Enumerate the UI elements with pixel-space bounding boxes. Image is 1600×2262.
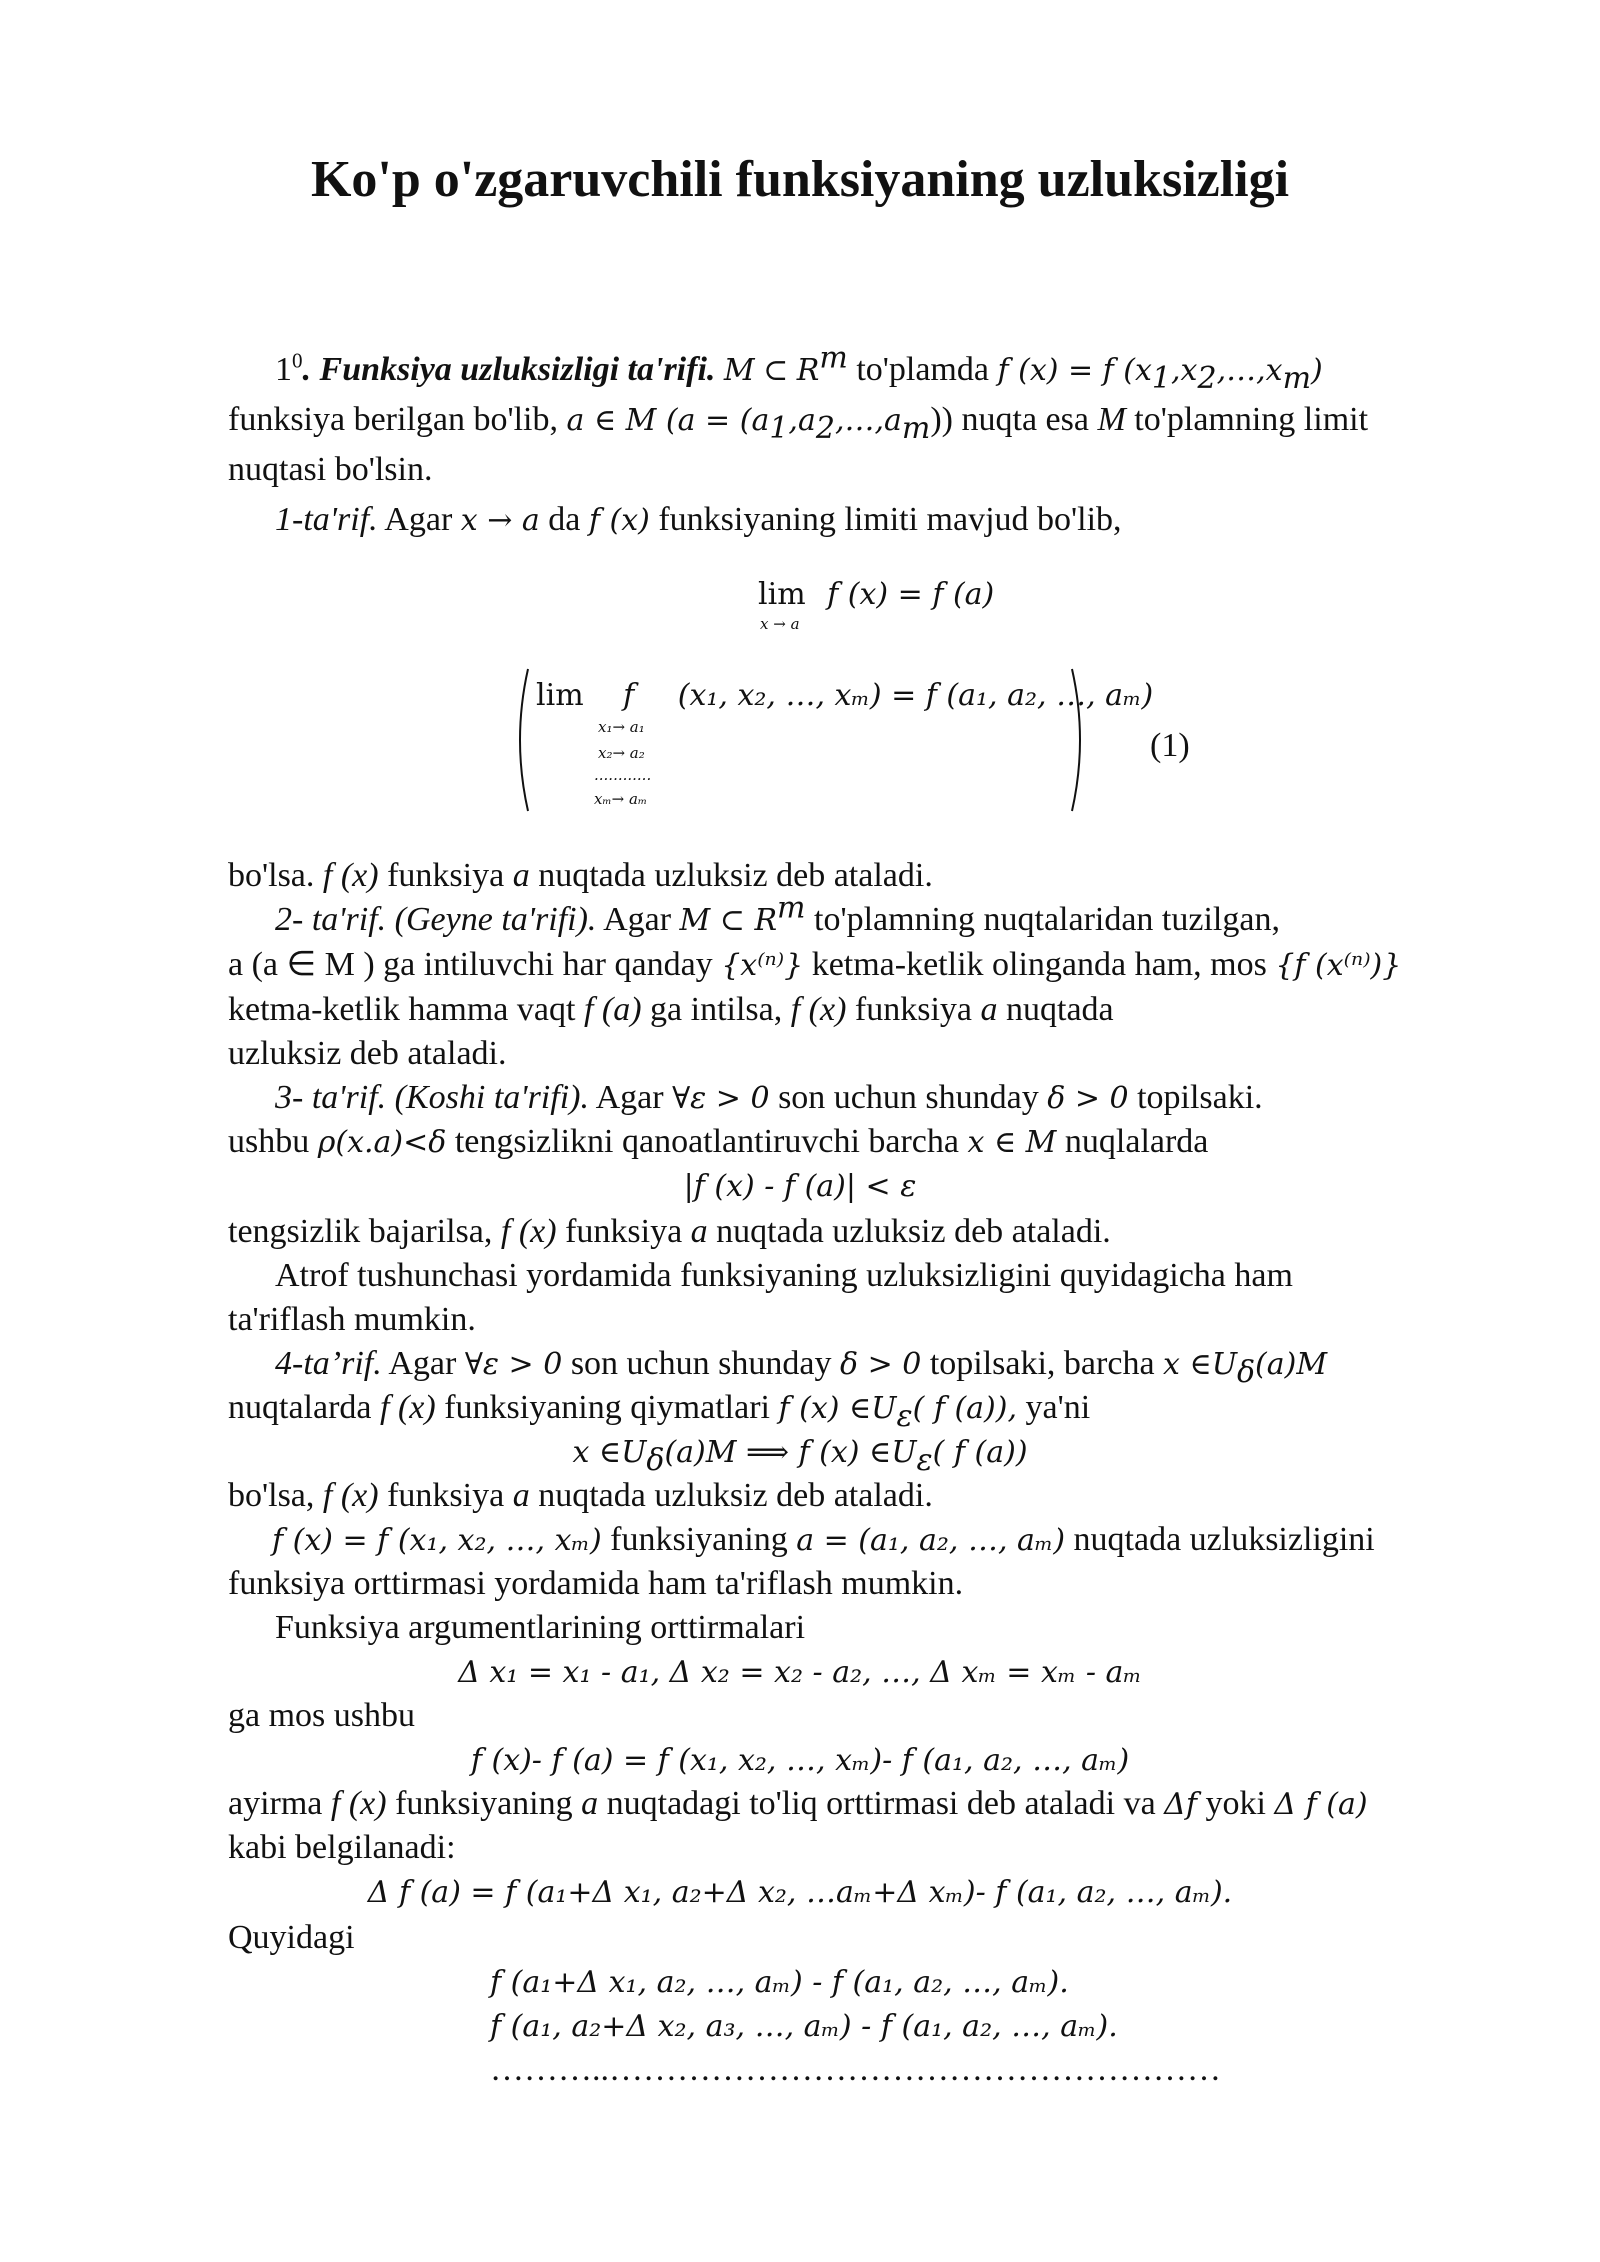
definition-4-line-2: nuqtalarda f (x) funksiyaning qiymatlari f (x) $\in U_\varepsilon$( f (a)), ya'ni [228,1389,1091,1434]
equation-number: (1) [1150,727,1190,764]
increment-line-8: kabi belgilanadi: [228,1829,456,1866]
definition-3-line-4: tengsizlik bajarilsa, f (x) funksiya a nuqtada uzluksiz deb ataladi. [228,1213,1111,1250]
increment-quyidagi: Quyidagi [228,1919,355,1956]
limit-subscript: x → a [760,615,800,633]
condition-dots: ............ [594,766,652,784]
full-increment-formula: Δ f (a) = f (a₁+Δ x₁, a₂+Δ x₂, …aₘ+Δ xₘ)- f (a₁, a₂, …, aₘ). [367,1875,1233,1910]
condition-m: xₘ→ aₘ [594,790,648,808]
definition-2-line-2: a (a ∈ M ) ga intiluvchi har qanday {x⁽ⁿ⁾} ketma-ketlik olinganda ham, mos {f (x⁽ⁿ⁾)} [228,946,1402,983]
condition-1: x₁→ a₁ [598,718,645,736]
cauchy-inequality: |f (x) - f (a)| < ε [683,1169,917,1204]
section-1-line-3: nuqtasi bo'lsin. [228,451,433,488]
definition-1-line: 1-ta'rif. Agar x → a da f (x) funksiyaning limiti mavjud bo'lib, [275,501,1122,538]
definition-4-label: 4-ta’rif. [275,1345,382,1382]
definition-4-line-1: 4-ta’rif. Agar ∀ε > 0 son uchun shunday δ > 0 topilsaki, barcha x $\in U_\delta(a)M$ [275,1345,1328,1390]
partial-increment-1: f (a₁+Δ x₁, a₂, …, aₘ) - f (a₁, a₂, …, aₘ). [490,1965,1069,2000]
definition-1-label: 1-ta'rif. [275,501,378,538]
section-number: 1 [275,351,292,388]
definition-4-line-4: bo'lsa, f (x) funksiya a nuqtada uzluksiz deb ataladi. [228,1477,933,1514]
partial-increment-2: f (a₁, a₂+Δ x₂, a₃, …, aₘ) - f (a₁, a₂, …, aₘ). [490,2009,1118,2044]
definition-2-line-3: ketma-ketlik hamma vaqt f (a) ga intilsa, f (x) funksiya a nuqtada [228,991,1114,1028]
condition-2: x₂→ a₂ [598,744,645,762]
section-1-line-1: $1^0$. Funksiya uzluksizligi ta'rifi. M ⊂ $R^m$ to'plamda f (x) = f $(x_1,x_2,\dots,x_m)$ [275,340,1323,396]
page-title: Ko'p o'zgaruvchili funksiyaning uzluksizligi [310,151,1290,208]
increment-line-2: funksiya orttirmasi yordamida ham ta'riflash mumkin. [228,1565,964,1602]
increment-line-5: ga mos ushbu [228,1697,415,1734]
definition-3-line-2: ushbu ρ(x.a)<δ tengsizlikni qanoatlantiruvchi barcha x ∈ M nuqlalarda [228,1123,1209,1160]
definition-3-line-1: 3- ta'rif. (Koshi ta'rifi). Agar ∀ε > 0 son uchun shunday δ > 0 topilsaki. [275,1079,1263,1116]
after-definition-1: bo'lsa. f (x) funksiya a nuqtada uzluksiz deb ataladi. [228,857,933,894]
increment-line-7: ayirma f (x) funksiyaning a nuqtadagi to'liq orttirmasi deb ataladi va Δf yoki Δ f (a) [228,1785,1368,1822]
neighborhood-line-2: ta'riflash mumkin. [228,1301,476,1338]
neighborhood-line-1: Atrof tushunchasi yordamida funksiyaning uzluksizligini quyidagicha ham [275,1257,1293,1294]
bracket-formula: lim f (x₁, x₂, …, xₘ) = f (a₁, a₂, …, aₘ) [536,678,1154,713]
increment-line-1: f (x) = f (x₁, x₂, …, xₘ) funksiyaning a = (a₁, a₂, …, aₘ) nuqtada uzluksizligini [272,1521,1375,1558]
definition-2-line-4: uzluksiz deb ataladi. [228,1035,507,1072]
partial-increment-dots: ………..……………………………………………… [490,2051,1221,2088]
implication-formula: x $\in U_\delta(a)M$ ⟹ f (x) $\in U_\varepsilon$( f (a)) [572,1435,1028,1478]
definition-2-line-1: 2- ta'rif. (Geyne ta'rifi). Agar M ⊂ $R^m$ to'plamning nuqtalaridan tuzilgan, [275,890,1280,938]
definition-3-label: 3- ta'rif. [275,1079,387,1116]
argument-increments: Δ x₁ = x₁ - a₁, Δ x₂ = x₂ - a₂, …, Δ xₘ = xₘ - aₘ [458,1655,1142,1690]
increment-line-3: Funksiya argumentlarining orttirmalari [275,1609,806,1646]
definition-2-label: 2- ta'rif. [275,901,387,938]
limit-formula: lim f (x) = f (a) [758,577,995,612]
section-heading: . Funksiya uzluksizligi ta'rifi. [302,351,716,388]
difference-formula: f (x)- f (a) = f (x₁, x₂, …, xₘ)- f (a₁, a₂, …, aₘ) [470,1743,1130,1778]
section-1-line-2: funksiya berilgan bo'lib, a ∈ M $(a = (a_1,a_2,\dots,a_m))$ nuqta esa M to'plamning limit [228,401,1369,446]
